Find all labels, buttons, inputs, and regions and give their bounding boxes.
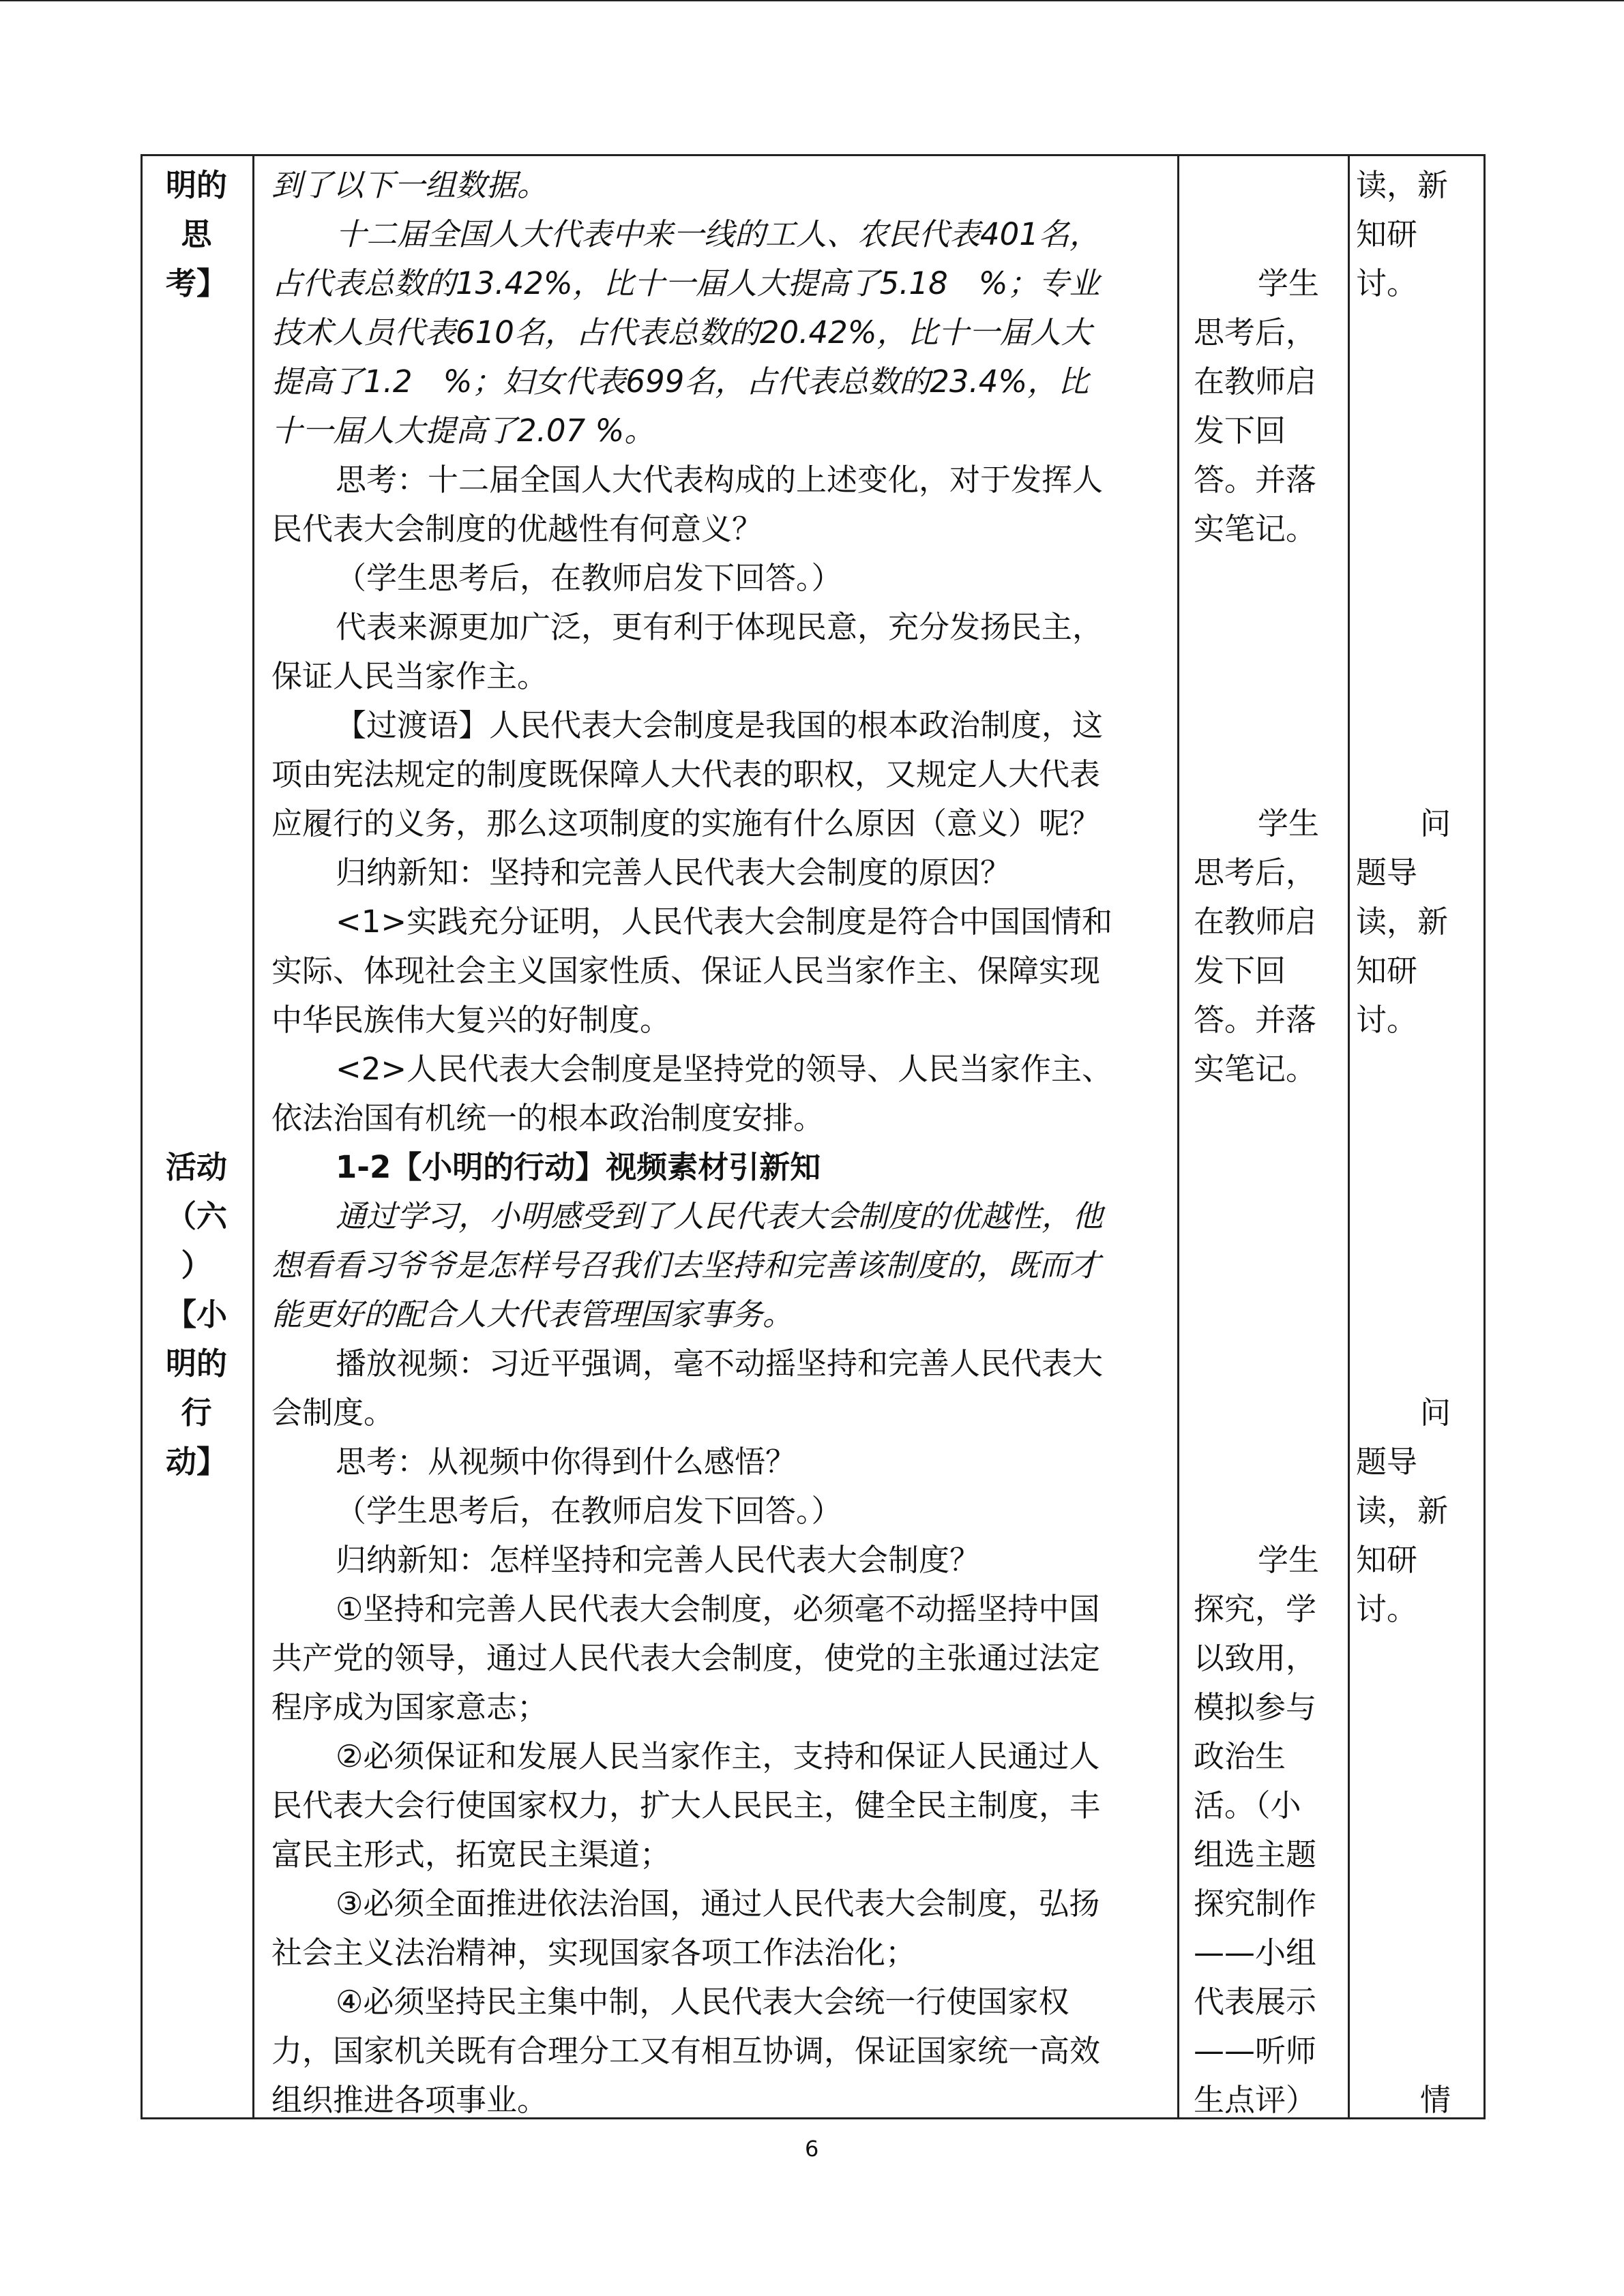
col3-line: 实笔记。 <box>1194 1051 1317 1087</box>
col2-line: 思考：十二届全国人大代表构成的上述变化，对于发挥人 <box>336 462 1104 498</box>
col2-line: 代表来源更加广泛，更有利于体现民意，充分发扬民主， <box>336 609 1104 645</box>
col3-line: ——小组 <box>1194 1935 1317 1971</box>
table-divider-1 <box>252 154 254 2119</box>
col2-line: 富民主形式，拓宽民主渠道； <box>271 1836 671 1873</box>
col1-line: 明的 <box>165 1345 227 1382</box>
col1-line: 思 <box>181 216 212 252</box>
col2-line: <2>人民代表大会制度是坚持党的领导、人民当家作主、 <box>336 1051 1113 1087</box>
col4-line: 讨。 <box>1356 1591 1418 1627</box>
col3-line: 探究制作 <box>1194 1885 1317 1922</box>
col3-line: 活。（小 <box>1194 1787 1301 1823</box>
col2-line: 项由宪法规定的制度既保障人大代表的职权，又规定人大代表 <box>271 756 1101 792</box>
col3-line: 以致用， <box>1194 1640 1317 1676</box>
col2-line: 社会主义法治精神，实现国家各项工作法治化； <box>271 1935 917 1971</box>
col3-line: 政治生 <box>1194 1738 1286 1774</box>
col2-line: （学生思考后，在教师启发下回答。） <box>336 1493 842 1529</box>
col3-line: 在教师启 <box>1194 904 1317 940</box>
col2-line: 力，国家机关既有合理分工又有相互协调，保证国家统一高效 <box>271 2033 1101 2069</box>
col3-line: 实笔记。 <box>1194 511 1317 547</box>
col2-line: 保证人民当家作主。 <box>271 658 548 694</box>
col2-line: 组织推进各项事业。 <box>271 2082 548 2118</box>
table-divider-3 <box>1348 154 1350 2119</box>
col1-line: 行 <box>181 1395 212 1431</box>
col3-line: 生点评） <box>1194 2082 1317 2118</box>
col4-line: 讨。 <box>1356 265 1418 301</box>
col2-line: 民代表大会行使国家权力，扩大人民民主，健全民主制度，丰 <box>271 1787 1101 1823</box>
col2-line: 思考：从视频中你得到什么感悟？ <box>336 1444 797 1480</box>
col2-line: 到了以下一组数据。 <box>271 167 548 203</box>
col3-line: 答。并落 <box>1194 1002 1317 1038</box>
col2-line: 民代表大会制度的优越性有何意义？ <box>271 511 763 547</box>
col3-line: 思考后， <box>1194 854 1317 891</box>
col2-line: 1-2【小明的行动】视频素材引新知 <box>336 1149 821 1185</box>
col4-line: 问 <box>1420 1395 1451 1431</box>
col4-line: 知研 <box>1356 1542 1418 1578</box>
col3-line: 学生 <box>1258 265 1320 301</box>
col4-line: 题导 <box>1356 854 1418 891</box>
page-top-border <box>0 0 1624 1</box>
col1-line: 【小 <box>165 1296 227 1332</box>
col2-line: ④必须坚持民主集中制，人民代表大会统一行使国家权 <box>336 1984 1069 2020</box>
col2-line: 实际、体现社会主义国家性质、保证人民当家作主、保障实现 <box>271 953 1101 989</box>
col3-line: 发下回 <box>1194 953 1286 989</box>
col4-line: 读，新 <box>1356 904 1449 940</box>
col3-line: 组选主题 <box>1194 1836 1317 1873</box>
col2-line: ①坚持和完善人民代表大会制度，必须毫不动摇坚持中国 <box>336 1591 1100 1627</box>
col2-line: 能更好的配合人大代表管理国家事务。 <box>271 1296 794 1332</box>
col2-line: 应履行的义务，那么这项制度的实施有什么原因（意义）呢？ <box>271 805 1101 841</box>
col4-line: 问 <box>1420 805 1451 841</box>
col2-line: 归纳新知：怎样坚持和完善人民代表大会制度？ <box>336 1542 981 1578</box>
col4-line: 读，新 <box>1356 1493 1449 1529</box>
col2-line: 共产党的领导，通过人民代表大会制度，使党的主张通过法定 <box>271 1640 1101 1676</box>
col2-line: ③必须全面推进依法治国，通过人民代表大会制度，弘扬 <box>336 1885 1100 1922</box>
col3-line: 学生 <box>1258 805 1320 841</box>
col1-line: 明的 <box>165 167 227 203</box>
col3-line: 发下回 <box>1194 413 1286 449</box>
col3-line: 探究，学 <box>1194 1591 1317 1627</box>
col3-line: 思考后， <box>1194 314 1317 351</box>
col3-line: 代表展示 <box>1194 1984 1317 2020</box>
col2-line: 会制度。 <box>271 1395 395 1431</box>
col2-line: 播放视频：习近平强调，毫不动摇坚持和完善人民代表大 <box>336 1345 1104 1382</box>
col1-line: 考】 <box>165 265 227 301</box>
col2-line: 归纳新知：坚持和完善人民代表大会制度的原因？ <box>336 854 1012 891</box>
col1-line: （六 <box>165 1198 227 1234</box>
col2-line: （学生思考后，在教师启发下回答。） <box>336 560 842 596</box>
col4-line: 知研 <box>1356 216 1418 252</box>
col1-line: 动】 <box>165 1444 227 1480</box>
col1-line: ） <box>181 1247 212 1283</box>
col2-line: 想看看习爷爷是怎样号召我们去坚持和完善该制度的，既而才 <box>271 1247 1101 1283</box>
col4-line: 题导 <box>1356 1444 1418 1480</box>
col2-line: 十二届全国人大代表中来一线的工人、农民代表401名， <box>336 216 1100 252</box>
col2-line: 通过学习，小明感受到了人民代表大会制度的优越性，他 <box>336 1198 1104 1234</box>
col4-line: 读，新 <box>1356 167 1449 203</box>
col4-line: 知研 <box>1356 953 1418 989</box>
col2-line: 占代表总数的13.42%，比十一届人大提高了5.18 %；专业 <box>271 265 1100 301</box>
col3-line: 答。并落 <box>1194 462 1317 498</box>
col3-line: 模拟参与 <box>1194 1689 1317 1725</box>
col2-line: 【过渡语】人民代表大会制度是我国的根本政治制度，这 <box>336 707 1104 743</box>
col2-line: 程序成为国家意志； <box>271 1689 548 1725</box>
col3-line: ——听师 <box>1194 2033 1317 2069</box>
col4-line: 讨。 <box>1356 1002 1418 1038</box>
table-divider-2 <box>1177 154 1179 2119</box>
col2-line: ②必须保证和发展人民当家作主，支持和保证人民通过人 <box>336 1738 1100 1774</box>
col3-line: 在教师启 <box>1194 363 1317 400</box>
col3-line: 学生 <box>1258 1542 1320 1578</box>
col2-line: <1>实践充分证明，人民代表大会制度是符合中国国情和 <box>336 904 1113 940</box>
col2-line: 十一届人大提高了2.07 %。 <box>271 413 655 449</box>
col1-line: 活动 <box>165 1149 227 1185</box>
col2-line: 中华民族伟大复兴的好制度。 <box>271 1002 671 1038</box>
col2-line: 依法治国有机统一的根本政治制度安排。 <box>271 1100 825 1136</box>
col2-line: 技术人员代表610名，占代表总数的20.42%，比十一届人大 <box>271 314 1092 351</box>
col2-line: 提高了1.2 %；妇女代表699名，占代表总数的23.4%，比 <box>271 363 1089 400</box>
col4-line: 情 <box>1420 2082 1451 2118</box>
